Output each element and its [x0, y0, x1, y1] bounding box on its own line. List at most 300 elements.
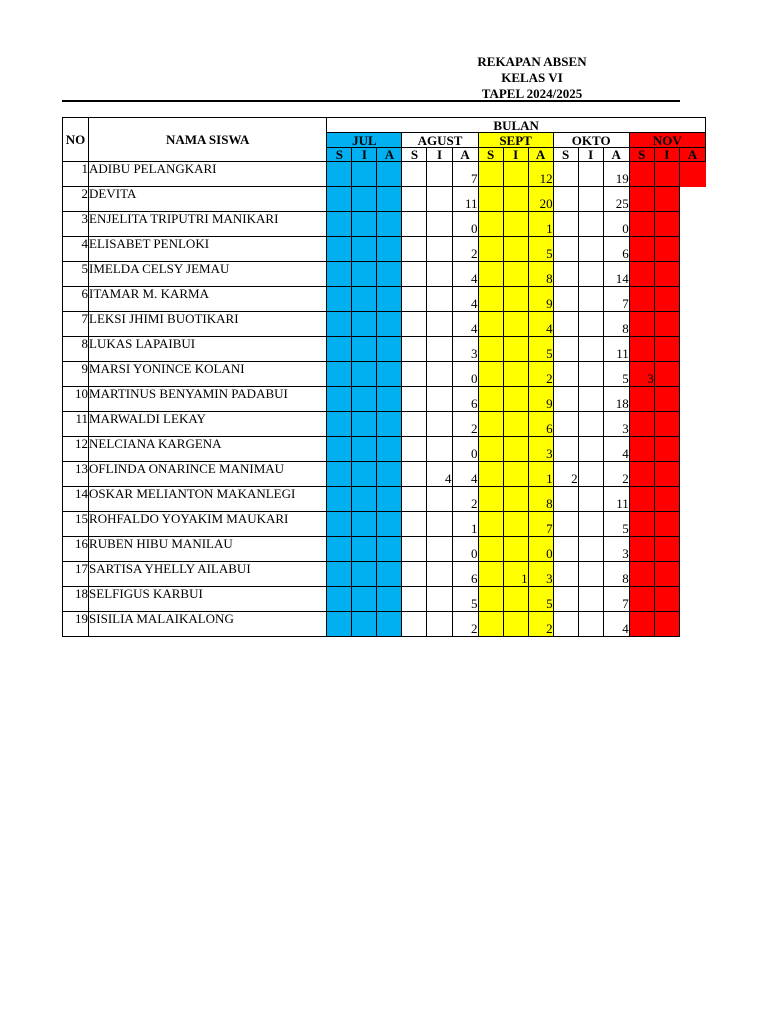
- attendance-cell-agust-i: [427, 187, 452, 212]
- table-row: [63, 162, 706, 187]
- attendance-cell-jul-s: [327, 387, 352, 412]
- sub-header-sept-a: A: [528, 148, 553, 162]
- sub-header-jul-i: I: [352, 148, 377, 162]
- attendance-cell-okto-s: [553, 362, 578, 387]
- attendance-cell-sept-s: [478, 562, 503, 587]
- attendance-cell-sept-a: 5: [528, 237, 553, 262]
- attendance-cell-okto-i: [578, 212, 603, 237]
- student-name: DEVITA: [89, 187, 327, 212]
- attendance-cell-sept-s: [478, 537, 503, 562]
- attendance-cell-agust-a: 6: [452, 387, 478, 412]
- attendance-cell-sept-s: [478, 337, 503, 362]
- table-row: [63, 437, 706, 462]
- attendance-cell-sept-i: [503, 362, 528, 387]
- attendance-cell-jul-i: [352, 612, 377, 637]
- attendance-cell-nov-i: [654, 512, 679, 537]
- attendance-cell-okto-s: [553, 437, 578, 462]
- attendance-cell-jul-i: [352, 337, 377, 362]
- attendance-cell-agust-i: [427, 362, 452, 387]
- student-name: MARTINUS BENYAMIN PADABUI: [89, 387, 327, 412]
- student-name: LEKSI JHIMI BUOTIKARI: [89, 312, 327, 337]
- attendance-cell-jul-i: [352, 287, 377, 312]
- row-number: 13: [63, 462, 89, 487]
- attendance-cell-nov-s: [629, 387, 654, 412]
- attendance-cell-jul-a: [377, 487, 402, 512]
- attendance-cell-sept-s: [478, 487, 503, 512]
- attendance-cell-jul-s: [327, 312, 352, 337]
- sub-header-okto-s: S: [553, 148, 578, 162]
- attendance-cell-sept-a: 5: [528, 587, 553, 612]
- attendance-cell-jul-i: [352, 262, 377, 287]
- attendance-cell-agust-s: [402, 512, 427, 537]
- attendance-cell-agust-a: 2: [452, 487, 478, 512]
- row-number: 9: [63, 362, 89, 387]
- attendance-cell-okto-i: [578, 312, 603, 337]
- attendance-cell-okto-s: [553, 212, 578, 237]
- table-row: [63, 287, 706, 312]
- attendance-cell-sept-s: [478, 612, 503, 637]
- attendance-cell-agust-i: [427, 337, 452, 362]
- attendance-cell-jul-i: [352, 587, 377, 612]
- attendance-cell-nov-s: [629, 262, 654, 287]
- attendance-cell-okto-a: 5: [603, 362, 629, 387]
- attendance-cell-agust-a: 0: [452, 537, 478, 562]
- table-row: [63, 312, 706, 337]
- attendance-cell-sept-i: [503, 337, 528, 362]
- attendance-cell-jul-s: [327, 537, 352, 562]
- row-number: 3: [63, 212, 89, 237]
- attendance-cell-sept-a: 1: [528, 462, 553, 487]
- attendance-cell-okto-s: [553, 537, 578, 562]
- student-name: SELFIGUS KARBUI: [89, 587, 327, 612]
- student-name: LUKAS LAPAIBUI: [89, 337, 327, 362]
- attendance-cell-okto-s: [553, 612, 578, 637]
- attendance-cell-agust-i: [427, 512, 452, 537]
- attendance-cell-nov-s: [629, 337, 654, 362]
- attendance-cell-agust-a: 2: [452, 612, 478, 637]
- attendance-cell-agust-i: [427, 487, 452, 512]
- attendance-cell-jul-s: [327, 362, 352, 387]
- attendance-cell-jul-a: [377, 162, 402, 187]
- attendance-cell-okto-s: [553, 412, 578, 437]
- attendance-cell-okto-i: [578, 262, 603, 287]
- row-number: 12: [63, 437, 89, 462]
- attendance-cell-nov-i: [654, 212, 679, 237]
- student-name: ROHFALDO YOYAKIM MAUKARI: [89, 512, 327, 537]
- attendance-cell-agust-a: 1: [452, 512, 478, 537]
- attendance-cell-okto-s: 2: [553, 462, 578, 487]
- sub-header-sept-s: S: [478, 148, 503, 162]
- month-header-nov: NOV: [629, 133, 705, 148]
- row-number: 18: [63, 587, 89, 612]
- sub-header-sept-i: I: [503, 148, 528, 162]
- attendance-cell-sept-i: [503, 537, 528, 562]
- attendance-cell-jul-a: [377, 562, 402, 587]
- attendance-cell-nov-i: [654, 412, 679, 437]
- title-divider: [62, 100, 680, 102]
- attendance-cell-nov-s: [629, 562, 654, 587]
- attendance-cell-agust-s: [402, 487, 427, 512]
- column-header-name: NAMA SISWA: [89, 118, 327, 162]
- attendance-cell-okto-a: 11: [603, 337, 629, 362]
- report-title: [432, 54, 632, 102]
- attendance-cell-jul-a: [377, 312, 402, 337]
- attendance-cell-nov-s: [629, 162, 654, 187]
- attendance-cell-okto-s: [553, 237, 578, 262]
- row-number: 6: [63, 287, 89, 312]
- attendance-cell-jul-a: [377, 262, 402, 287]
- attendance-cell-okto-a: 3: [603, 412, 629, 437]
- attendance-cell-okto-i: [578, 287, 603, 312]
- attendance-cell-okto-i: [578, 362, 603, 387]
- table-row: [63, 187, 706, 212]
- attendance-cell-agust-a: 0: [452, 437, 478, 462]
- attendance-cell-nov-s: [629, 287, 654, 312]
- attendance-cell-sept-i: [503, 262, 528, 287]
- attendance-cell-agust-i: [427, 537, 452, 562]
- row-number: 5: [63, 262, 89, 287]
- attendance-cell-okto-s: [553, 487, 578, 512]
- attendance-cell-agust-i: [427, 612, 452, 637]
- attendance-cell-sept-a: 5: [528, 337, 553, 362]
- attendance-cell-agust-a: 7: [452, 162, 478, 187]
- attendance-cell-okto-a: 3: [603, 537, 629, 562]
- attendance-cell-jul-a: [377, 212, 402, 237]
- attendance-cell-jul-i: [352, 312, 377, 337]
- attendance-cell-agust-s: [402, 187, 427, 212]
- attendance-cell-agust-i: [427, 287, 452, 312]
- attendance-cell-agust-a: 2: [452, 412, 478, 437]
- attendance-cell-jul-s: [327, 237, 352, 262]
- attendance-cell-jul-s: [327, 212, 352, 237]
- attendance-cell-jul-s: [327, 487, 352, 512]
- attendance-cell-agust-a: 0: [452, 362, 478, 387]
- attendance-cell-agust-i: [427, 562, 452, 587]
- attendance-cell-okto-a: 0: [603, 212, 629, 237]
- row-number: 19: [63, 612, 89, 637]
- attendance-cell-nov-s: 3: [629, 362, 654, 387]
- attendance-cell-sept-a: 20: [528, 187, 553, 212]
- student-name: IMELDA CELSY JEMAU: [89, 262, 327, 287]
- attendance-cell-jul-i: [352, 487, 377, 512]
- attendance-cell-jul-a: [377, 587, 402, 612]
- attendance-cell-jul-s: [327, 162, 352, 187]
- attendance-cell-jul-i: [352, 387, 377, 412]
- attendance-cell-nov-s: [629, 437, 654, 462]
- attendance-cell-okto-a: 2: [603, 462, 629, 487]
- attendance-cell-agust-s: [402, 462, 427, 487]
- attendance-cell-okto-s: [553, 162, 578, 187]
- attendance-cell-okto-a: 8: [603, 562, 629, 587]
- title-line-2: KELAS VI: [501, 70, 563, 85]
- attendance-cell-okto-a: 19: [603, 162, 629, 187]
- attendance-cell-okto-i: [578, 187, 603, 212]
- row-number: 14: [63, 487, 89, 512]
- attendance-cell-agust-s: [402, 212, 427, 237]
- student-name: MARSI YONINCE KOLANI: [89, 362, 327, 387]
- sub-header-jul-a: A: [377, 148, 402, 162]
- attendance-cell-sept-i: [503, 162, 528, 187]
- row-number: 2: [63, 187, 89, 212]
- attendance-cell-okto-s: [553, 387, 578, 412]
- attendance-cell-sept-i: [503, 212, 528, 237]
- row-number: 8: [63, 337, 89, 362]
- attendance-cell-nov-i: [654, 312, 679, 337]
- table-row: [63, 462, 706, 487]
- attendance-cell-sept-a: 7: [528, 512, 553, 537]
- attendance-cell-agust-i: [427, 587, 452, 612]
- attendance-cell-agust-s: [402, 362, 427, 387]
- table-row: [63, 262, 706, 287]
- attendance-cell-agust-a: 6: [452, 562, 478, 587]
- sub-header-jul-s: S: [327, 148, 352, 162]
- attendance-cell-sept-i: [503, 587, 528, 612]
- attendance-cell-okto-s: [553, 187, 578, 212]
- attendance-cell-okto-i: [578, 237, 603, 262]
- sub-header-okto-i: I: [578, 148, 603, 162]
- attendance-cell-agust-i: 4: [427, 462, 452, 487]
- attendance-cell-sept-a: 2: [528, 362, 553, 387]
- attendance-cell-okto-i: [578, 337, 603, 362]
- row-number: 4: [63, 237, 89, 262]
- attendance-cell-agust-s: [402, 612, 427, 637]
- attendance-cell-nov-i: [654, 612, 679, 637]
- column-header-bulan: BULAN: [327, 118, 706, 133]
- attendance-cell-sept-a: 6: [528, 412, 553, 437]
- month-header-agust: AGUST: [402, 133, 478, 148]
- attendance-cell-nov-i: [654, 287, 679, 312]
- attendance-cell-sept-s: [478, 287, 503, 312]
- attendance-cell-sept-a: 8: [528, 487, 553, 512]
- attendance-cell-jul-i: [352, 212, 377, 237]
- attendance-cell-okto-i: [578, 387, 603, 412]
- month-header-okto: OKTO: [553, 133, 629, 148]
- attendance-cell-sept-i: [503, 387, 528, 412]
- attendance-cell-agust-s: [402, 387, 427, 412]
- table-row: [63, 587, 706, 612]
- attendance-cell-jul-s: [327, 612, 352, 637]
- attendance-cell-nov-s: [629, 512, 654, 537]
- table-row: [63, 387, 706, 412]
- attendance-cell-nov-i: [654, 337, 679, 362]
- attendance-cell-okto-s: [553, 337, 578, 362]
- attendance-cell-okto-a: 4: [603, 612, 629, 637]
- attendance-cell-sept-s: [478, 237, 503, 262]
- attendance-cell-jul-s: [327, 462, 352, 487]
- attendance-cell-sept-a: 9: [528, 387, 553, 412]
- row-number: 7: [63, 312, 89, 337]
- attendance-cell-okto-i: [578, 462, 603, 487]
- attendance-cell-jul-a: [377, 187, 402, 212]
- table-row: [63, 237, 706, 262]
- attendance-cell-jul-i: [352, 162, 377, 187]
- title-line-1: REKAPAN ABSEN: [477, 54, 587, 69]
- attendance-cell-nov-s: [629, 187, 654, 212]
- attendance-cell-okto-i: [578, 512, 603, 537]
- month-header-sept: SEPT: [478, 133, 553, 148]
- attendance-cell-jul-a: [377, 437, 402, 462]
- table-row: [63, 512, 706, 537]
- attendance-cell-agust-i: [427, 437, 452, 462]
- attendance-cell-sept-s: [478, 512, 503, 537]
- attendance-sheet: [62, 117, 698, 641]
- attendance-cell-okto-i: [578, 162, 603, 187]
- sub-header-nov-i: I: [654, 148, 679, 162]
- attendance-cell-okto-s: [553, 287, 578, 312]
- attendance-cell-sept-s: [478, 262, 503, 287]
- attendance-cell-nov-i: [654, 487, 679, 512]
- attendance-cell-nov-i: [654, 562, 679, 587]
- attendance-cell-nov-s: [629, 537, 654, 562]
- row-number: 1: [63, 162, 89, 187]
- attendance-cell-okto-a: 14: [603, 262, 629, 287]
- attendance-cell-agust-s: [402, 412, 427, 437]
- attendance-cell-nov-i: [654, 162, 679, 187]
- attendance-cell-agust-i: [427, 387, 452, 412]
- student-name: ENJELITA TRIPUTRI MANIKARI: [89, 212, 327, 237]
- attendance-cell-sept-s: [478, 462, 503, 487]
- attendance-cell-okto-i: [578, 612, 603, 637]
- table-row: [63, 612, 706, 637]
- student-name: ITAMAR M. KARMA: [89, 287, 327, 312]
- attendance-cell-agust-a: 2: [452, 237, 478, 262]
- attendance-cell-nov-s: [629, 587, 654, 612]
- attendance-cell-agust-s: [402, 437, 427, 462]
- attendance-cell-agust-a: 4: [452, 262, 478, 287]
- row-number: 15: [63, 512, 89, 537]
- title-line-3: TAPEL 2024/2025: [481, 86, 583, 101]
- attendance-cell-sept-a: 9: [528, 287, 553, 312]
- attendance-cell-agust-a: 4: [452, 287, 478, 312]
- attendance-cell-jul-a: [377, 512, 402, 537]
- attendance-cell-jul-a: [377, 362, 402, 387]
- attendance-cell-jul-s: [327, 412, 352, 437]
- sub-header-agust-a: A: [452, 148, 478, 162]
- attendance-cell-sept-s: [478, 312, 503, 337]
- attendance-cell-jul-a: [377, 462, 402, 487]
- student-name: SARTISA YHELLY AILABUI: [89, 562, 327, 587]
- attendance-cell-agust-a: 0: [452, 212, 478, 237]
- attendance-cell-sept-i: [503, 437, 528, 462]
- attendance-cell-agust-s: [402, 587, 427, 612]
- attendance-cell-sept-i: [503, 287, 528, 312]
- attendance-cell-jul-s: [327, 512, 352, 537]
- attendance-cell-agust-a: 11: [452, 187, 478, 212]
- sub-header-okto-a: A: [603, 148, 629, 162]
- attendance-cell-nov-i: [654, 437, 679, 462]
- attendance-cell-nov-i: [654, 387, 679, 412]
- attendance-cell-jul-s: [327, 437, 352, 462]
- attendance-cell-jul-i: [352, 537, 377, 562]
- attendance-cell-nov-i: [654, 587, 679, 612]
- student-name: MARWALDI LEKAY: [89, 412, 327, 437]
- attendance-cell-agust-a: 5: [452, 587, 478, 612]
- attendance-cell-sept-i: [503, 412, 528, 437]
- student-name: ELISABET PENLOKI: [89, 237, 327, 262]
- attendance-cell-nov-s: [629, 612, 654, 637]
- attendance-cell-sept-i: 1: [503, 562, 528, 587]
- attendance-cell-okto-a: 18: [603, 387, 629, 412]
- attendance-cell-okto-i: [578, 487, 603, 512]
- student-name: RUBEN HIBU MANILAU: [89, 537, 327, 562]
- sub-header-agust-i: I: [427, 148, 452, 162]
- attendance-cell-agust-a: 3: [452, 337, 478, 362]
- table-row: [63, 337, 706, 362]
- attendance-cell-sept-s: [478, 362, 503, 387]
- attendance-cell-nov-s: [629, 487, 654, 512]
- attendance-cell-sept-s: [478, 212, 503, 237]
- attendance-cell-okto-a: 5: [603, 512, 629, 537]
- attendance-cell-jul-a: [377, 287, 402, 312]
- attendance-cell-agust-s: [402, 162, 427, 187]
- attendance-cell-agust-s: [402, 312, 427, 337]
- attendance-cell-sept-a: 8: [528, 262, 553, 287]
- attendance-cell-okto-a: 25: [603, 187, 629, 212]
- row-number: 16: [63, 537, 89, 562]
- attendance-cell-sept-i: [503, 187, 528, 212]
- table-row: [63, 212, 706, 237]
- attendance-cell-jul-i: [352, 562, 377, 587]
- student-name: ADIBU PELANGKARI: [89, 162, 327, 187]
- attendance-cell-okto-a: 8: [603, 312, 629, 337]
- attendance-cell-agust-s: [402, 287, 427, 312]
- attendance-cell-jul-a: [377, 537, 402, 562]
- table-row: [63, 537, 706, 562]
- student-name: OFLINDA ONARINCE MANIMAU: [89, 462, 327, 487]
- attendance-cell-sept-a: 3: [528, 437, 553, 462]
- attendance-cell-okto-a: 11: [603, 487, 629, 512]
- attendance-cell-nov-i: [654, 187, 679, 212]
- attendance-cell-sept-s: [478, 162, 503, 187]
- attendance-cell-jul-i: [352, 512, 377, 537]
- row-number: 10: [63, 387, 89, 412]
- row-number: 17: [63, 562, 89, 587]
- attendance-cell-nov-i: [654, 237, 679, 262]
- attendance-cell-jul-i: [352, 237, 377, 262]
- table-row: [63, 412, 706, 437]
- attendance-cell-agust-s: [402, 237, 427, 262]
- attendance-cell-agust-s: [402, 562, 427, 587]
- student-name: NELCIANA KARGENA: [89, 437, 327, 462]
- attendance-cell-jul-i: [352, 362, 377, 387]
- attendance-cell-nov-s: [629, 212, 654, 237]
- attendance-cell-agust-s: [402, 337, 427, 362]
- attendance-cell-nov-s: [629, 237, 654, 262]
- attendance-cell-sept-s: [478, 437, 503, 462]
- attendance-cell-jul-i: [352, 462, 377, 487]
- attendance-cell-okto-a: 4: [603, 437, 629, 462]
- column-header-no: NO: [63, 118, 89, 162]
- attendance-cell-sept-a: 1: [528, 212, 553, 237]
- attendance-cell-nov-i: [654, 537, 679, 562]
- attendance-cell-sept-s: [478, 412, 503, 437]
- attendance-cell-agust-i: [427, 237, 452, 262]
- student-name: SISILIA MALAIKALONG: [89, 612, 327, 637]
- attendance-cell-jul-i: [352, 412, 377, 437]
- attendance-cell-sept-i: [503, 462, 528, 487]
- attendance-cell-agust-s: [402, 537, 427, 562]
- attendance-cell-nov-s: [629, 412, 654, 437]
- attendance-cell-okto-s: [553, 312, 578, 337]
- attendance-cell-agust-i: [427, 312, 452, 337]
- attendance-cell-okto-s: [553, 587, 578, 612]
- attendance-cell-sept-i: [503, 612, 528, 637]
- attendance-cell-okto-i: [578, 587, 603, 612]
- attendance-cell-nov-s: [629, 312, 654, 337]
- attendance-cell-okto-i: [578, 562, 603, 587]
- attendance-cell-jul-s: [327, 587, 352, 612]
- row-number: 11: [63, 412, 89, 437]
